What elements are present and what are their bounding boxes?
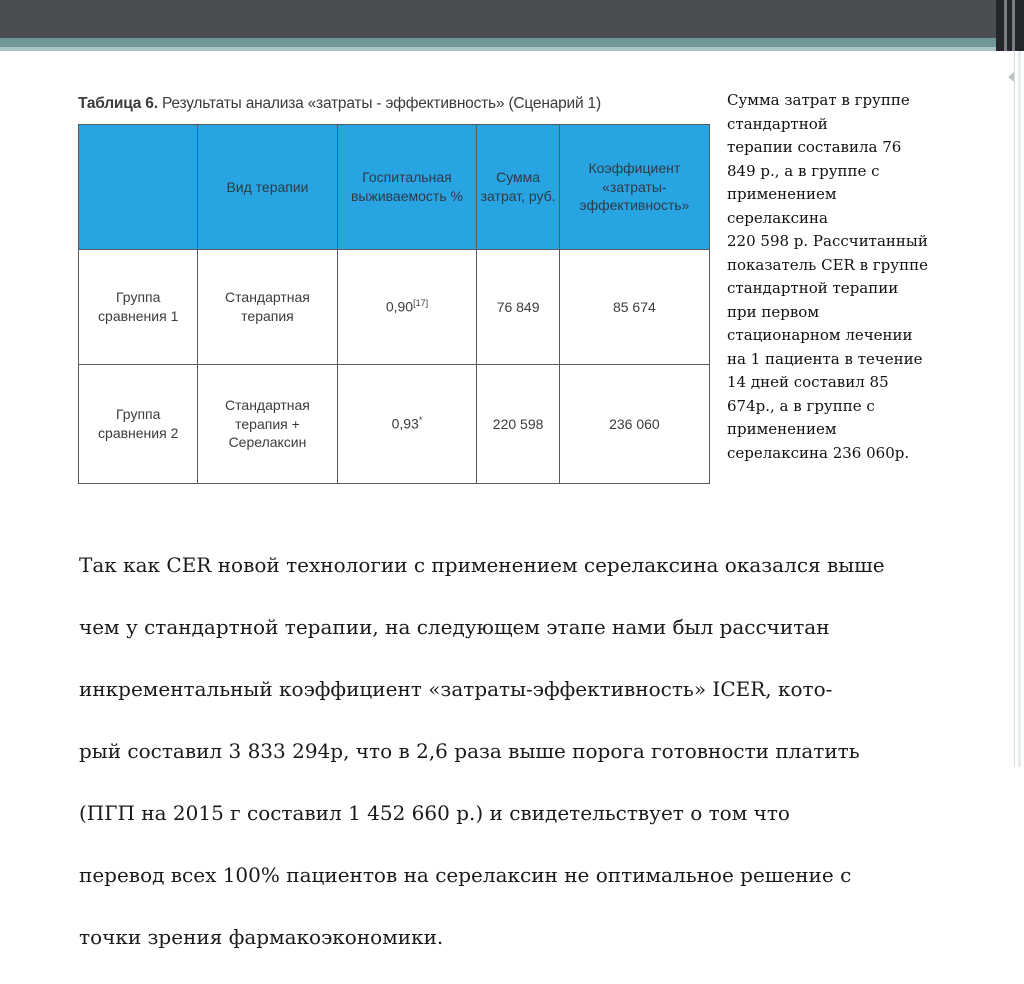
therapy-cell: Стандартная терапия + Серелаксин: [198, 365, 337, 484]
corner-decor-bars: [996, 0, 1024, 51]
top-decor-band: [0, 0, 1024, 38]
header-cell-therapy: Вид терапии: [198, 125, 337, 250]
right-decor-line-thin: [1014, 51, 1015, 767]
table-header-row: [79, 125, 710, 250]
header-cell-cost: Сумма затрат, руб.: [477, 125, 559, 250]
group-cell: Группа сравнения 1: [79, 250, 198, 365]
right-decor-line: [1018, 51, 1021, 767]
main-paragraph-line: точки зрения фармакоэкономики.: [79, 925, 444, 949]
side-paragraph: Сумма затрат в группе стандартной терапии составила 76 849 р., а в группе с применением серелаксина 220 598 р. Рассчитанный показатель CER в группе стандартной терапии при первом стационарном лечении на 1 пациента в течение 14 дней составил 85 674р., а в группе с применением серелаксина 236 060р.: [727, 91, 928, 462]
cer-cell: 236 060: [559, 365, 709, 484]
main-paragraph-line: инкрементальный коэффициент «затраты-эффективность» ICER, кото-: [79, 677, 833, 701]
table-title: Таблица 6. Результаты анализа «затраты - эффективность» (Сценарий 1): [78, 95, 601, 112]
cost-cell: 220 598: [477, 365, 559, 484]
table-row: [79, 365, 710, 484]
corner-arrow-icon: [1008, 72, 1014, 82]
main-paragraph-line: рый составил 3 833 294р, что в 2,6 раза выше порога готовности платить: [79, 739, 860, 763]
main-paragraph-line: Так как CER новой технологии с применением серелаксина оказался выше: [79, 553, 885, 577]
teal-decor-strip: [0, 38, 1024, 47]
results-table: [78, 124, 710, 484]
header-cell-cer: Коэффициент «затраты-эффективность»: [559, 125, 709, 250]
survival-cell: 0,93*: [337, 365, 477, 484]
therapy-cell: Стандартная терапия: [198, 250, 337, 365]
header-cell-survival: Госпитальная выживаемость %: [337, 125, 477, 250]
cost-cell: 76 849: [477, 250, 559, 365]
group-cell: Группа сравнения 2: [79, 365, 198, 484]
main-paragraph-line: перевод всех 100% пациентов на серелаксин не оптимальное решение с: [79, 863, 852, 887]
header-cell-empty: [79, 125, 198, 250]
teal-decor-strip-light: [0, 47, 1024, 51]
survival-cell: 0,90[17]: [337, 250, 477, 365]
main-paragraph-line: чем у стандартной терапии, на следующем этапе нами был рассчитан: [79, 615, 830, 639]
cer-cell: 85 674: [559, 250, 709, 365]
main-paragraph: [79, 519, 999, 984]
main-paragraph-line: (ПГП на 2015 г составил 1 452 660 р.) и свидетельствует о том что: [79, 801, 790, 825]
table-row: [79, 250, 710, 365]
